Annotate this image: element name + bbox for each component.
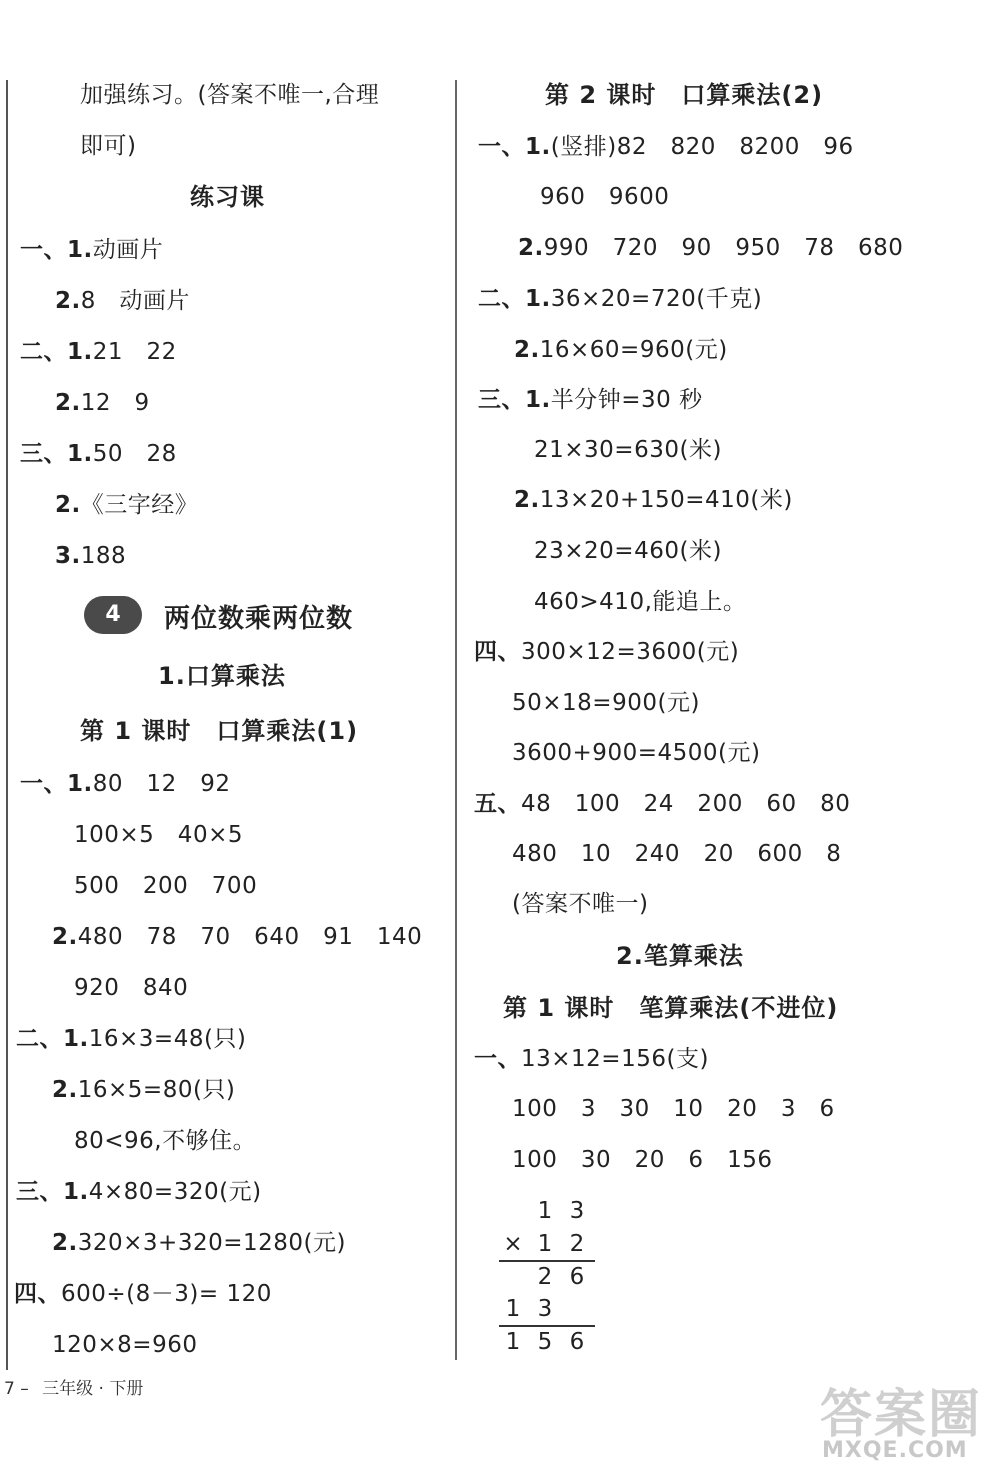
question-marker: 2. — [52, 1230, 78, 1256]
answer-line — [474, 637, 739, 667]
question-marker: 四、 — [14, 1281, 61, 1307]
question-marker: 2. — [514, 337, 540, 363]
question-marker: 一、1. — [20, 237, 93, 263]
question-marker: 二、1. — [478, 286, 551, 312]
answer-text: 13×12=156(支) — [521, 1046, 709, 1072]
lesson-title: 第 1 课时 笔算乘法(不进位) — [503, 994, 839, 1022]
answer-text: (竖排)82 820 8200 96 — [550, 134, 854, 160]
answer-text: 4×80=320(元) — [88, 1179, 262, 1205]
digit: 2 — [537, 1264, 553, 1290]
digit: 1 — [505, 1296, 521, 1322]
answer-line — [55, 541, 126, 571]
answer-text: 188 — [80, 543, 127, 569]
answer-text: 600÷(8－3)= 120 — [61, 1281, 272, 1307]
page-number: 7 – — [4, 1379, 29, 1399]
answer-text: 36×20=720(千克) — [550, 286, 763, 312]
answer-text: 320×3+320=1280(元) — [77, 1230, 346, 1256]
answer-line: 3600+900=4500(元) — [512, 740, 761, 766]
question-marker: 2. — [52, 1077, 78, 1103]
site-watermark — [800, 1372, 990, 1467]
answer-line: 120×8=960 — [52, 1332, 198, 1358]
watermark-logo-text: 答案圈 — [820, 1385, 983, 1445]
answer-line — [55, 286, 190, 316]
question-marker: 二、1. — [16, 1026, 89, 1052]
answer-line — [478, 385, 703, 415]
answer-text: 《三字经》 — [80, 492, 199, 518]
answer-line — [20, 769, 231, 799]
digit: 6 — [569, 1329, 585, 1355]
vertical-multiplication — [495, 1196, 595, 1361]
answer-line: 50×18=900(元) — [512, 690, 700, 716]
answer-line: (答案不唯一) — [512, 891, 649, 917]
digit: 1 — [505, 1329, 521, 1355]
watermark-url: MXQE.COM — [822, 1438, 968, 1463]
answer-text: 990 720 90 950 78 680 — [543, 235, 904, 261]
column-divider — [455, 80, 457, 1360]
answer-line: 23×20=460(米) — [534, 538, 722, 564]
question-marker: 一、 — [474, 1046, 521, 1072]
multiply-sign: × — [503, 1231, 523, 1257]
digit: 6 — [569, 1264, 585, 1290]
answer-text: 21 22 — [92, 339, 177, 365]
answer-line: 920 840 — [74, 975, 189, 1001]
answer-text: 480 78 70 640 91 140 — [77, 924, 423, 950]
question-marker: 二、1. — [20, 339, 93, 365]
answer-line — [474, 789, 850, 819]
partial-product-row — [495, 1294, 595, 1324]
page-footer — [4, 1374, 143, 1399]
section-title: 2.笔算乘法 — [616, 942, 744, 970]
answer-text: 48 100 24 200 60 80 — [521, 791, 851, 817]
answer-text: 12 9 — [80, 390, 150, 416]
answer-text: 16×5=80(只) — [77, 1077, 236, 1103]
intro-line-2: 即可) — [80, 133, 137, 159]
answer-line — [474, 1044, 709, 1074]
question-marker: 2. — [52, 924, 78, 950]
answer-text: 16×3=48(只) — [88, 1026, 247, 1052]
answer-text: 16×60=960(元) — [539, 337, 728, 363]
question-marker: 三、1. — [16, 1179, 89, 1205]
answer-line — [55, 490, 198, 520]
digit: 5 — [537, 1329, 553, 1355]
answer-line — [20, 337, 177, 367]
question-marker: 四、 — [474, 639, 521, 665]
practice-title: 练习课 — [190, 183, 265, 211]
answer-text: 80 12 92 — [92, 771, 231, 797]
question-marker: 一、1. — [20, 771, 93, 797]
answer-line — [16, 1177, 262, 1207]
answer-line: 460>410,能追上。 — [534, 589, 747, 615]
answer-line — [55, 388, 150, 418]
answer-text: 300×12=3600(元) — [521, 639, 740, 665]
question-marker: 一、1. — [478, 134, 551, 160]
question-marker: 2. — [55, 288, 81, 314]
digit: 1 — [537, 1198, 553, 1224]
answer-line: 480 10 240 20 600 8 — [512, 841, 842, 867]
intro-line-1: 加强练习。(答案不唯一,合理 — [80, 82, 380, 108]
digit: 1 — [537, 1231, 553, 1257]
answer-line: 500 200 700 — [74, 873, 258, 899]
product-row — [495, 1327, 595, 1357]
answer-text: 13×20+150=410(米) — [539, 487, 793, 513]
question-marker: 2. — [55, 390, 81, 416]
partial-product-row — [495, 1262, 595, 1292]
answer-line — [14, 1279, 272, 1309]
question-marker: 3. — [55, 543, 81, 569]
answer-line: 100 30 20 6 156 — [512, 1147, 773, 1173]
answer-line: 100 3 30 10 20 3 6 — [512, 1096, 835, 1122]
digit: 3 — [569, 1198, 585, 1224]
lesson-title: 第 2 课时 口算乘法(2) — [545, 81, 824, 109]
answer-line — [514, 335, 728, 365]
left-margin-rule — [6, 80, 8, 1370]
answer-line: 100×5 40×5 — [74, 822, 243, 848]
question-marker: 三、1. — [20, 441, 93, 467]
section-title: 1.口算乘法 — [158, 662, 286, 690]
digit: 2 — [569, 1231, 585, 1257]
answer-line — [478, 284, 762, 314]
question-marker: 五、 — [474, 791, 521, 817]
grade-label: 三年级 · 下册 — [42, 1379, 144, 1399]
question-marker: 三、1. — [478, 387, 551, 413]
answer-line — [52, 1228, 346, 1258]
answer-line — [514, 485, 793, 515]
answer-text: 50 28 — [92, 441, 177, 467]
unit-number-badge: 4 — [84, 596, 142, 634]
answer-line: 960 9600 — [540, 184, 670, 210]
multiplier-row — [495, 1229, 595, 1259]
answer-line: 21×30=630(米) — [534, 437, 722, 463]
answer-line: 80<96,不够住。 — [74, 1128, 257, 1154]
unit-title: 两位数乘两位数 — [164, 604, 354, 634]
answer-line — [518, 233, 903, 263]
answer-line — [20, 439, 177, 469]
answer-text: 动画片 — [92, 237, 164, 263]
question-marker: 2. — [518, 235, 544, 261]
answer-text: 8 动画片 — [80, 288, 190, 314]
answer-line — [16, 1024, 246, 1054]
question-marker: 2. — [55, 492, 81, 518]
multiplicand-row — [495, 1196, 595, 1226]
answer-line — [478, 132, 854, 162]
question-marker: 2. — [514, 487, 540, 513]
answer-text: 半分钟=30 秒 — [550, 387, 703, 413]
answer-line — [20, 235, 163, 265]
answer-line — [52, 1075, 235, 1105]
digit: 3 — [537, 1296, 553, 1322]
answer-line — [52, 922, 422, 952]
lesson-title: 第 1 课时 口算乘法(1) — [80, 717, 359, 745]
